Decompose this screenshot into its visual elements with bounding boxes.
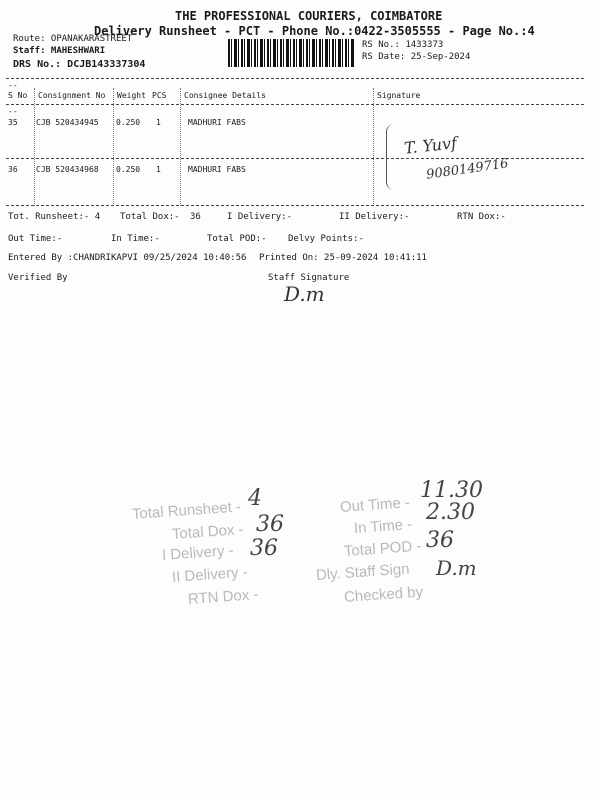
table-row-consignee: MADHURI FABS <box>188 165 246 174</box>
table-row-pcs: 1 <box>156 165 161 174</box>
staff-signature-label: Staff Signature <box>268 273 350 283</box>
stamp-in-time: In Time - <box>353 515 413 537</box>
stamp-i-delivery: I Delivery - <box>161 542 235 564</box>
recipient-phone: 9080149716 <box>425 156 510 183</box>
col-header-weight: Weight <box>117 91 146 100</box>
hand-dox: 36 <box>256 512 284 537</box>
rtn-dox: RTN Dox:- <box>457 212 506 222</box>
dash-marker: -- <box>8 107 18 116</box>
ii-delivery: II Delivery:- <box>339 212 410 222</box>
hand-in-time: 2.30 <box>426 500 475 525</box>
col-header-consignee: Consignee Details <box>184 91 266 100</box>
column-rule <box>34 88 35 206</box>
rs-date: RS Date: 25-Sep-2024 <box>362 52 471 62</box>
rs-number: RS No.: 1433373 <box>362 40 444 50</box>
out-time: Out Time:- <box>8 234 63 244</box>
table-row-consignment: CJB 520434968 <box>36 165 99 174</box>
stamp-total-runsheet: Total Runsheet - <box>131 498 242 523</box>
column-rule <box>373 88 374 206</box>
divider <box>6 205 584 206</box>
hand-out-time: 11.30 <box>420 478 483 503</box>
in-time: In Time:- <box>111 234 160 244</box>
stamp-total-pod: Total POD - <box>343 537 422 560</box>
col-header-signature: Signature <box>377 91 421 100</box>
table-row-sno: 36 <box>8 165 18 174</box>
table-row-consignment: CJB 520434945 <box>36 118 99 127</box>
hand-runsheet: 4 <box>248 486 262 511</box>
total-pod: Total POD:- <box>207 234 267 244</box>
dash-marker: -- <box>8 81 18 90</box>
recipient-signature: T. Yuvf <box>403 133 458 158</box>
table-row-pcs: 1 <box>156 118 161 127</box>
table-row-sno: 35 <box>8 118 18 127</box>
col-header-pcs: PCS <box>152 91 167 100</box>
column-rule <box>180 88 181 206</box>
stamp-ii-delivery: II Delivery - <box>171 563 249 586</box>
verified-by: Verified By <box>8 273 68 283</box>
route-label: Route: OPANAKARASTREET <box>13 34 133 44</box>
hand-staff-sign: D.m <box>436 556 477 580</box>
drs-number: DRS No.: DCJB143337304 <box>13 59 146 70</box>
barcode <box>228 39 354 67</box>
i-delivery: I Delivery:- <box>227 212 293 222</box>
table-row-consignee: MADHURI FABS <box>188 118 246 127</box>
entered-by: Entered By :CHANDRIKAPVI 09/25/2024 10:40:56 <box>8 253 247 263</box>
column-rule <box>113 88 114 206</box>
col-header-consignment: Consignment No <box>38 91 106 100</box>
runsheet-title: Delivery Runsheet - PCT - Phone No.:0422-3505555 - Page No.:4 <box>94 24 535 38</box>
col-header-sno: S No <box>8 91 28 100</box>
hand-i-delivery: 36 <box>250 536 278 561</box>
company-title: THE PROFESSIONAL COURIERS, COIMBATORE <box>175 9 443 23</box>
divider <box>6 104 584 105</box>
delvy-points: Delvy Points:- <box>288 234 364 244</box>
total-dox-value: 36 <box>190 212 201 222</box>
hand-pod: 36 <box>426 528 454 553</box>
tot-runsheet: Tot. Runsheet:- 4 <box>8 212 101 222</box>
stamp-out-time: Out Time - <box>339 494 411 516</box>
signature-brace <box>386 124 397 190</box>
divider <box>6 78 584 79</box>
stamp-staff-sign: Dly. Staff Sign <box>315 560 411 584</box>
staff-label: Staff: MAHESHWARI <box>13 46 106 56</box>
table-row-weight: 0.250 <box>116 118 141 127</box>
printed-on: Printed On: 25-09-2024 10:41:11 <box>259 253 427 263</box>
total-dox-label: Total Dox:- <box>120 212 180 222</box>
stamp-checked-by: Checked by <box>343 583 424 606</box>
stamp-rtn-dox: RTN Dox - <box>187 586 259 608</box>
stamp-total-dox: Total Dox - <box>171 521 245 543</box>
table-row-weight: 0.250 <box>116 165 141 174</box>
staff-signature-mark: D.m <box>284 282 325 306</box>
